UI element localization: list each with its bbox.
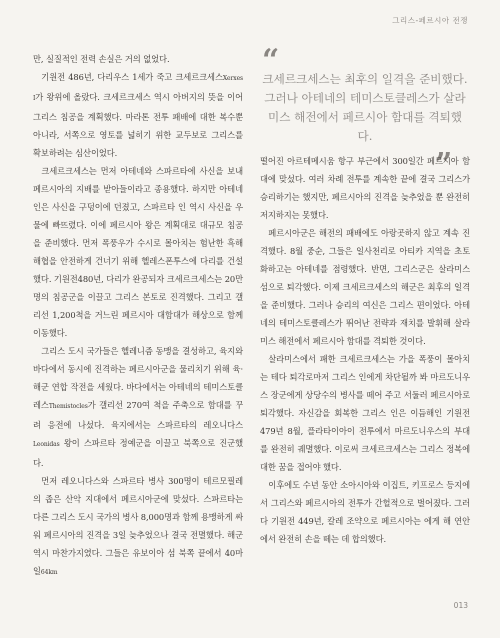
right-column — [260, 147, 470, 548]
left-column — [33, 50, 243, 582]
pull-quote — [262, 56, 468, 146]
quote-close-mark: ” — [435, 147, 453, 182]
paragraph: 먼저 레오니다스와 스파르타 병사 300명이 테르모필레의 좁은 산악 지대에서 페르시아군에 맞섰다. 스파르타는 다른 그리스 도시 국가의 병사 8,000명과 함께 용맹하게 싸워 페르시아의 진격을 3일 늦추었으나 결국 전멸했다. 해군 역시 마찬가지였다. 그들은 유보이아 섬 북쪽 끝에서 40마일64km — [33, 476, 243, 576]
running-header: 그리스-페르시아 전쟁 — [392, 16, 468, 25]
paragraph: 이후에도 수년 동안 소아시아와 이집트, 키프로스 등지에서 그리스와 페르시아의 전투가 간헐적으로 벌어졌다. 그러다 기원전 449년, 칼레 조약으로 페르시아는 에게 해 연안에서 완전히 손을 떼는 데 합의했다. — [260, 480, 470, 544]
paragraph: 크세르크세스는 먼저 아테네와 스파르타에 사신을 보내 페르시아의 지배를 받아들이라고 종용했다. 하지만 아테네 인은 사신을 구덩이에 던졌고, 스파르타 인 역시 사신을 우물에 빠뜨렸다. 이에 페르시아 왕은 계획대로 대규모 침공을 준비했다. 먼저 폭풍우가 수시로 몰아치는 험난한 흑해 해협을 안전하게 건너기 위해 헬레스폰투스에 다리를 건설했다. 기원전480년, 다리가 완공되자 크세르크세스는 20만 명의 침공군을 이끌고 그리스 본토로 진격했다. 그리고 갤리선 1,200척을 거느린 페르시아 대함대가 해상으로 함께 이동했다. — [33, 166, 243, 338]
paragraph: 페르시아군은 해전의 패배에도 아랑곳하지 않고 계속 진격했다. 8월 중순, 그들은 일사천리로 아티카 지역을 초토화하고는 아테네를 점령했다. 반면, 그리스군은 살라미스 섬으로 퇴각했다. 이제 크세르크세스의 해군은 최후의 일격을 준비했다. 그러나 승리의 여신은 그리스 편이었다. 아테네의 테미스토클레스가 뛰어난 전략과 재치를 발휘해 살라미스 해전에서 페르시아 함대를 격퇴한 것이다. — [260, 228, 470, 346]
quote-open-mark: “ — [262, 43, 280, 78]
paragraph: 그리스 도시 국가들은 헬레니즘 동맹을 결성하고, 육지와 바다에서 동시에 진격하는 페르시아군을 물리치기 위해 육·해군 연합 작전을 세웠다. 바다에서는 아테네의 테미스토클레스Themistocles가 갤리선 270여 척을 주축으로 함대를 꾸려 응전에 나섰다. 육지에서는 스파르타의 레오니다스Leonidas 왕이 스파르타 정예군을 이끌고 북쪽으로 진군했다. — [33, 346, 243, 468]
paragraph: 떨어진 아르테메시움 항구 부근에서 300일간 페르시아 함대에 맞섰다. 여러 차례 전투를 계속한 끝에 결국 그리스가 승리하기는 했지만, 페르시아의 진격을 늦추었을 뿐 완전히 저지하지는 못했다. — [260, 156, 470, 220]
paragraph: 기원전 486년, 다리우스 1세가 죽고 크세르크세스Xerxes I가 왕위에 올랐다. 크세르크세스 역시 아버지의 뜻을 이어 그리스 침공을 계획했다. 마라톤 전투 패배에 대한 복수뿐 아니라, 서쪽으로 영토를 넓히기 위한 교두보로 그리스를 확보하려는 심산이었다. — [33, 72, 243, 158]
pull-quote-text: 크세르크세스는 최후의 일격을 준비했다. 그러나 아테네의 테미스토클레스가 살라미스 해전에서 페르시아 함대를 격퇴했다. — [262, 72, 468, 143]
paragraph: 살라미스에서 패한 크세르크세스는 가을 폭풍이 몰아치는 테다 퇴각로마저 그리스 인에게 차단될까 봐 마르도니우스 장군에게 상당수의 병사를 떼어 주고 서둘러 페르시아로 퇴각했다. 자신감을 회복한 그리스 인은 이듬해인 기원전 479년 8월, 플라타이아이 전투에서 마르도니우스의 부대를 완전히 궤멸했다. 이로써 크세르크세스는 그리스 정복에 대한 꿈을 접어야 했다. — [260, 354, 470, 472]
page-number: 013 — [453, 601, 468, 610]
paragraph: 만, 실질적인 전력 손실은 거의 없었다. — [33, 54, 170, 64]
